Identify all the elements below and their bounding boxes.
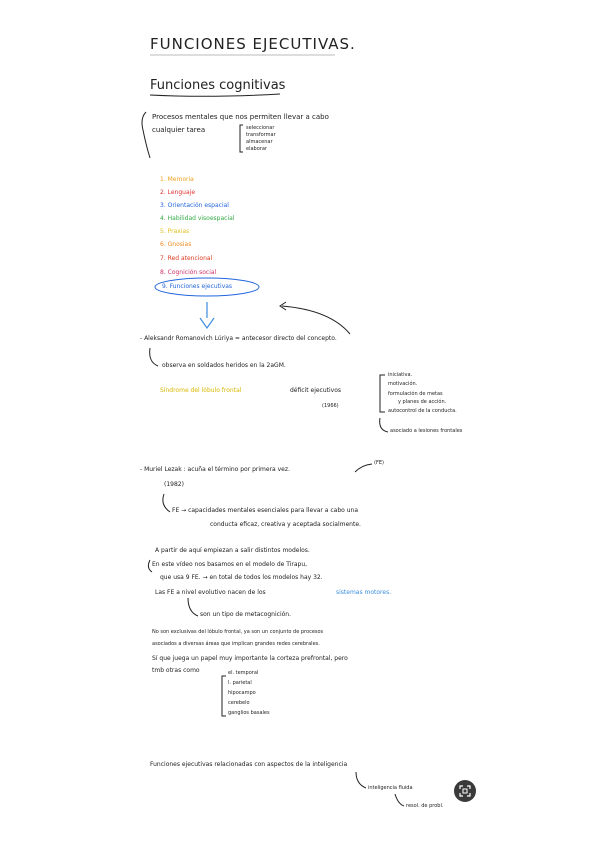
modelos-line-3: que usa 9 FE. → en total de todos los modelos hay 32. xyxy=(160,574,323,581)
branch-item: y planes de acción. xyxy=(398,399,447,405)
lezak-year: (1982) xyxy=(164,481,184,488)
modelos-line-4: Las FE a nivel evolutivo nacen de los xyxy=(155,589,266,596)
list-item: 9. Funciones ejecutivas xyxy=(162,283,233,290)
down-arrow xyxy=(200,302,214,328)
modelos-line-9: tmb otras como xyxy=(152,667,200,674)
branch-item: iniciativa. xyxy=(388,372,413,378)
areas-bracket xyxy=(222,676,226,716)
inteligencia-line: Funciones ejecutivas relacionadas con aspectos de la inteligencia xyxy=(150,761,348,768)
modelos-line-8: Sí que juega un papel muy importante la corteza prefrontal, pero xyxy=(152,655,348,662)
luria-line: - Aleksandr Romanovich Lúriya = antecesor directo del concepto. xyxy=(140,335,337,342)
curve-arrow xyxy=(282,306,350,334)
verb-item: seleccionar xyxy=(246,125,275,131)
modelos-line-7: asociados a diversas áreas que implican grandes redes cerebrales. xyxy=(152,641,320,647)
sistemas-motores: sistemas motores. xyxy=(336,589,392,596)
area-item: l. parietal xyxy=(228,680,252,686)
asociado-label: asociado a lesiones frontales xyxy=(390,428,463,434)
list-item: 6. Gnosias xyxy=(160,241,192,248)
subtitle-underline xyxy=(150,94,280,96)
definition-line-1: Procesos mentales que nos permiten llevar a cabo xyxy=(152,113,329,121)
scan-icon xyxy=(459,785,471,797)
luria-observa: observa en soldados heridos en la 2aGM. xyxy=(162,362,286,369)
deficit-label: déficit ejecutivos xyxy=(290,387,342,394)
list-item: 5. Praxias xyxy=(160,228,190,235)
modelos-line-6: No son exclusivas del lóbulo frontal, ya son un conjunto de procesos xyxy=(152,629,324,635)
branch-bracket xyxy=(380,375,385,412)
inteligencia-branch-1: inteligencia fluida xyxy=(368,785,413,791)
verbs-bracket xyxy=(240,125,243,152)
fe-tag: (FE) xyxy=(374,460,384,466)
modelos-line-5: son un tipo de metacognición. xyxy=(200,611,291,618)
branch-item: formulación de metas xyxy=(388,391,443,397)
list-item: 3. Orientación espacial xyxy=(160,202,229,209)
fe-definition-2: conducta eficaz, creativa y aceptada socialmente. xyxy=(210,521,361,528)
scan-button[interactable] xyxy=(454,780,476,802)
verb-item: elaborar xyxy=(246,146,267,152)
fe-definition-1: FE → capacidades mentales esenciales para llevar a cabo una xyxy=(172,507,359,514)
area-item: el. temporal xyxy=(228,670,259,676)
list-item: 1. Memoria xyxy=(160,176,194,183)
verb-item: transformar xyxy=(246,132,276,138)
branch-item: motivación. xyxy=(388,381,418,387)
definition-bracket xyxy=(142,112,150,158)
page-title: FUNCIONES EJECUTIVAS. xyxy=(150,35,356,53)
luria-year: (1966) xyxy=(322,403,339,409)
definition-line-2: cualquier tarea xyxy=(152,126,206,134)
modelos-line-1: A partir de aquí empiezan a salir distintos modelos. xyxy=(155,547,310,554)
list-item: 4. Habilidad visoespacial xyxy=(160,215,235,222)
branch-item: autocontrol de la conducta. xyxy=(388,408,457,414)
area-item: ganglios basales xyxy=(228,710,270,716)
modelos-line-2: En este vídeo nos basamos en el modelo de Tirapu, xyxy=(152,561,308,568)
list-item: 2. Lenguaje xyxy=(160,189,196,196)
area-item: cerebelo xyxy=(228,700,250,706)
lezak-line: - Muriel Lezak : acuña el término por primera vez. xyxy=(140,466,290,473)
inteligencia-branch-2: resol. de probl. xyxy=(406,803,444,809)
sindrome-label: Síndrome del lóbulo frontal xyxy=(160,387,242,394)
list-item: 8. Cognición social xyxy=(160,269,217,276)
verb-item: almacenar xyxy=(246,139,273,145)
section-subtitle: Funciones cognitivas xyxy=(150,78,286,93)
list-item: 7. Red atencional xyxy=(160,255,213,262)
area-item: hipocampo xyxy=(228,690,256,696)
